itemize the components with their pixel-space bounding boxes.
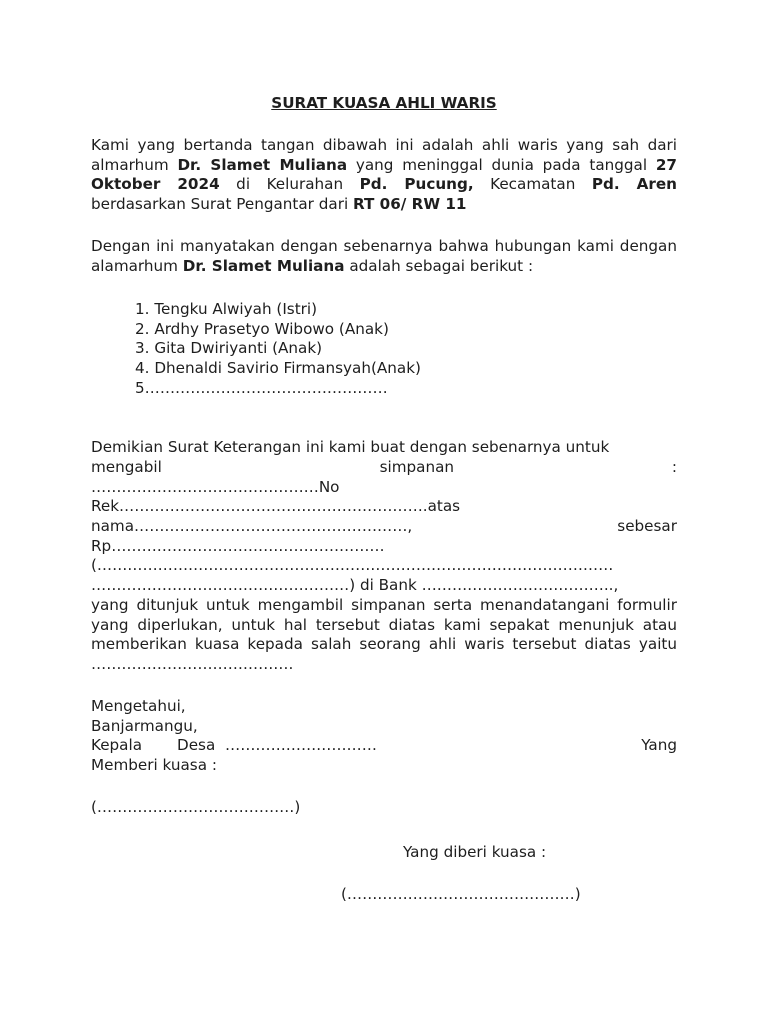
closing-rest: yang ditunjuk untuk mengambil simpanan serta menandatangani formulir yang diperlukan, untuk hal tersebut diatas kami sepakat menunjuk atau memberikan kuasa kepada salah seorang ahli waris tersebut diatas yaitu …………………………………. [91,596,677,674]
closing-line-2 [91,458,677,478]
heir-item: 3. Gita Dwiriyanti (Anak) [135,339,323,358]
heir-item: 2. Ardhy Prasetyo Wibowo (Anak) [135,319,389,338]
heir-item: 5………………………………………… [135,378,388,397]
closing-word: simpanan [379,458,455,476]
intro-text-3: di Kelurahan [219,175,360,194]
kepala-word: Kepala [91,736,143,754]
closing-line-6: Rp……………………………………………… [91,537,385,555]
intro-text-2: yang meninggal dunia pada tanggal [347,155,656,174]
statement-paragraph [91,237,677,276]
closing-word: nama………………………………………………, [91,517,413,535]
closing-line-1: Demikian Surat Keterangan ini kami buat dengan sebenarnya untuk [91,438,610,456]
right-signature-blank: (………………………………………) [341,885,581,903]
mengetahui-label: Mengetahui, [91,697,186,715]
death-date: 27 Oktober 2024 [91,155,677,194]
deceased-name: Dr. Slamet Muliana [177,155,348,174]
intro-text-5: berdasarkan Surat Pengantar dari [91,195,353,214]
letter-title: SURAT KUASA AHLI WARIS [271,94,497,112]
statement-text-1: Dengan ini manyatakan dengan sebenarnya bahwa hubungan kami dengan alamarhum [91,237,677,275]
kecamatan-name: Pd. Aren [591,175,677,194]
rt-rw: RT 06/ RW 11 [353,195,467,214]
statement-deceased-name: Dr. Slamet Muliana [182,256,345,275]
heir-item: 1. Tengku Alwiyah (Istri) [135,300,318,318]
heirs-list [135,300,421,399]
closing-word: sebesar [617,517,677,535]
closing-word: mengabil [91,458,162,476]
closing-line-8: ……………………………………………) di Bank ……………………………….., [91,576,619,594]
closing-line-4: Rek…………………………………………………….atas [91,497,461,515]
yang-word: Yang [641,736,677,754]
kelurahan-name: Pd. Pucung, [359,175,474,194]
closing-word: : [671,458,677,476]
statement-text-2: adalah sebagai berikut : [344,256,534,275]
left-signature-blank: (…………………………………) [91,798,301,816]
intro-text-1: Kami yang bertanda tangan dibawah ini adalah ahli waris yang sah dari almarhum [91,136,677,174]
place-label: Banjarmangu, [91,717,198,735]
memberi-kuasa-label: Memberi kuasa : [91,756,217,774]
closing-line-3: ………………………………………No [91,478,340,496]
intro-text-4: Kecamatan [473,175,592,194]
desa-word: Desa [177,736,216,754]
intro-paragraph [91,136,677,215]
heir-item: 4. Dhenaldi Savirio Firmansyah(Anak) [135,359,421,378]
closing-line-7: (………………………………………………………………………………………… [91,556,614,574]
kepala-desa-blank: ………………………… [225,736,377,754]
diberi-kuasa-label: Yang diberi kuasa : [403,843,547,861]
closing-line-5 [91,517,677,537]
